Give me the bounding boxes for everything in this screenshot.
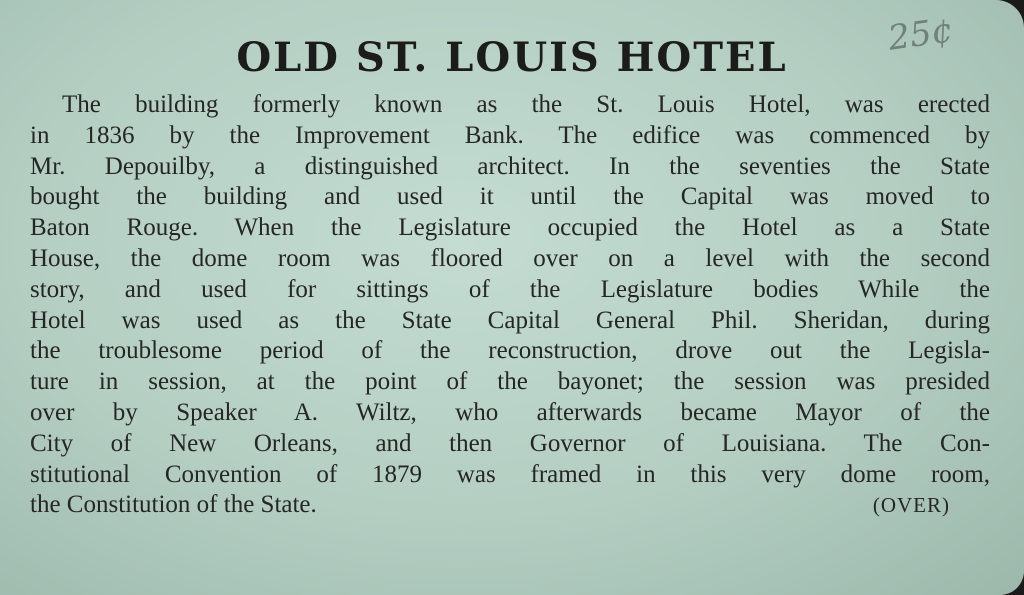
text-line-14: the Constitution of the State. [30,491,317,519]
handwritten-price: 25¢ [885,10,956,59]
text-line-8: Hotel was used as the State Capital General Phil. Sheridan, during [30,306,990,334]
text-line-6: House, the dome room was floored over on a level with the second [30,244,990,272]
over-label: (OVER) [872,493,950,518]
card-title: OLD ST. LOUIS HOTEL [236,34,788,81]
text-line-10: ture in session, at the point of the bayonet; the session was presided [30,368,990,396]
text-line-3: Mr. Depouilby, a distinguished architect. In the seventies the State [30,152,990,180]
card-body-text [30,90,990,521]
text-line-13: stitutional Convention of 1879 was framed in this very dome room, [30,460,990,488]
text-line-7: story, and used for sittings of the Legislature bodies While the [30,275,990,303]
text-line-2: in 1836 by the Improvement Bank. The edifice was commenced by [30,121,990,149]
text-line-9: the troublesome period of the reconstruction, drove out the Legisla- [30,337,990,365]
text-line-4: bought the building and used it until the Capital was moved to [30,183,990,211]
text-line-14-row [30,490,990,521]
text-line-11: over by Speaker A. Wiltz, who afterwards became Mayor of the [30,398,990,426]
text-line-12: City of New Orleans, and then Governor of Louisiana. The Con- [30,429,990,457]
text-line-5: Baton Rouge. When the Legislature occupied the Hotel as a State [30,214,990,242]
text-line-1: The building formerly known as the St. Louis Hotel, was erected [62,91,990,118]
